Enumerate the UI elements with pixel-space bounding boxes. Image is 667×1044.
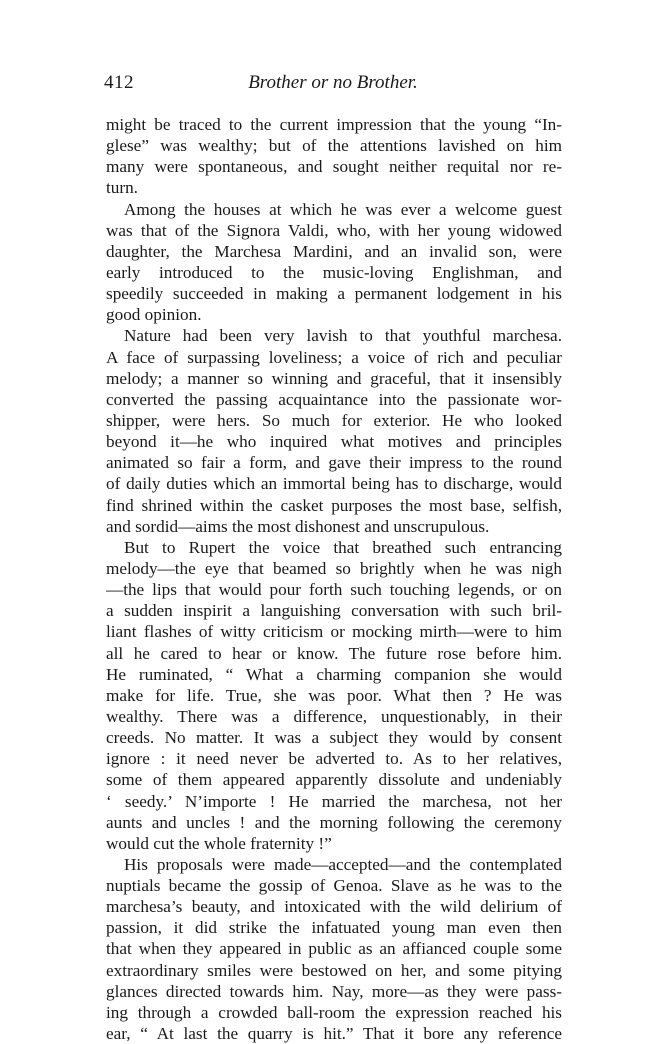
page-number: 412 <box>104 72 134 93</box>
text-line: melody; a manner so winning and graceful, that it insensibly <box>106 368 562 388</box>
text-line: marchesa’s beauty, and intoxicated with the wild delirium of <box>106 897 562 917</box>
text-line: glese” was wealthy; but of the attentions lavished on him <box>106 136 562 156</box>
text-line: aunts and uncles ! and the morning following the ceremony <box>106 812 562 832</box>
text-line: ear, “ At last the quarry is hit.” That it bore any reference <box>106 1024 562 1044</box>
page-header <box>104 72 562 98</box>
text-line: —the lips that would pour forth such touching legends, or on <box>106 580 562 600</box>
text-line: good opinion. <box>106 305 202 325</box>
body-text <box>106 114 562 1044</box>
text-line: converted the passing acquaintance into the passionate wor- <box>106 389 562 409</box>
text-line: some of them appeared apparently dissolute and undeniably <box>106 770 562 790</box>
text-line: extraordinary smiles were bestowed on her, and some pitying <box>106 960 562 980</box>
text-line: many were spontaneous, and sought neither requital nor re- <box>106 157 562 177</box>
text-line: that when they appeared in public as an affianced couple some <box>106 939 562 959</box>
text-line: passion, it did strike the infatuated young man even then <box>106 918 562 938</box>
text-line: find shrined within the casket purposes the most base, selfish, <box>106 495 562 515</box>
text-line: Nature had been very lavish to that youthful marchesa. <box>124 326 562 346</box>
text-line: would cut the whole fraternity !” <box>106 833 332 853</box>
text-line: melody—the eye that beamed so brightly when he was nigh <box>106 558 562 578</box>
text-line: wealthy. There was a difference, unquestionably, in their <box>106 706 562 726</box>
text-line: But to Rupert the voice that breathed such entrancing <box>124 537 562 557</box>
text-line: turn. <box>106 178 138 198</box>
text-line: was that of the Signora Valdi, who, with her young widowed <box>106 220 562 240</box>
text-line: speedily succeeded in making a permanent lodgement in his <box>106 284 562 304</box>
running-title: Brother or no Brother. <box>248 72 418 93</box>
text-line: a sudden inspirit a languishing conversation with such bril- <box>106 601 562 621</box>
text-line: daughter, the Marchesa Mardini, and an invalid son, were <box>106 241 562 261</box>
text-line: Among the houses at which he was ever a welcome guest <box>124 199 562 219</box>
text-line: early introduced to the music-loving Englishman, and <box>106 262 562 282</box>
text-line: and sordid—aims the most dishonest and unscrupulous. <box>106 516 490 536</box>
text-line: animated so fair a form, and gave their impress to the round <box>106 453 562 473</box>
text-line: all he cared to hear or know. The future rose before him. <box>106 643 562 663</box>
text-line: ing through a crowded ball-room the expression reached his <box>106 1002 562 1022</box>
text-line: A face of surpassing loveliness; a voice of rich and peculiar <box>106 347 562 367</box>
text-line: liant flashes of witty criticism or mocking mirth—were to him <box>106 622 562 642</box>
text-line: of daily duties which an immortal being has to discharge, would <box>106 474 562 494</box>
text-line: He ruminated, “ What a charming companion she would <box>106 664 562 684</box>
text-line: beyond it—he who inquired what motives and principles <box>106 432 562 452</box>
text-line: ‘ seedy.’ N’importe ! He married the marchesa, not her <box>106 791 562 811</box>
text-line: His proposals were made—accepted—and the contemplated <box>124 854 562 874</box>
text-line: might be traced to the current impression that the young “In- <box>106 115 562 134</box>
text-line: make for life. True, she was poor. What then ? He was <box>106 685 562 705</box>
text-line: creeds. No matter. It was a subject they would by consent <box>106 728 562 748</box>
text-line: shipper, were hers. So much for exterior. He who looked <box>106 410 562 430</box>
text-line: nuptials became the gossip of Genoa. Slave as he was to the <box>106 876 562 896</box>
text-line: ignore : it need never be adverted to. As to her relatives, <box>106 749 562 769</box>
text-line: glances directed towards him. Nay, more—as they were pass- <box>106 981 562 1001</box>
